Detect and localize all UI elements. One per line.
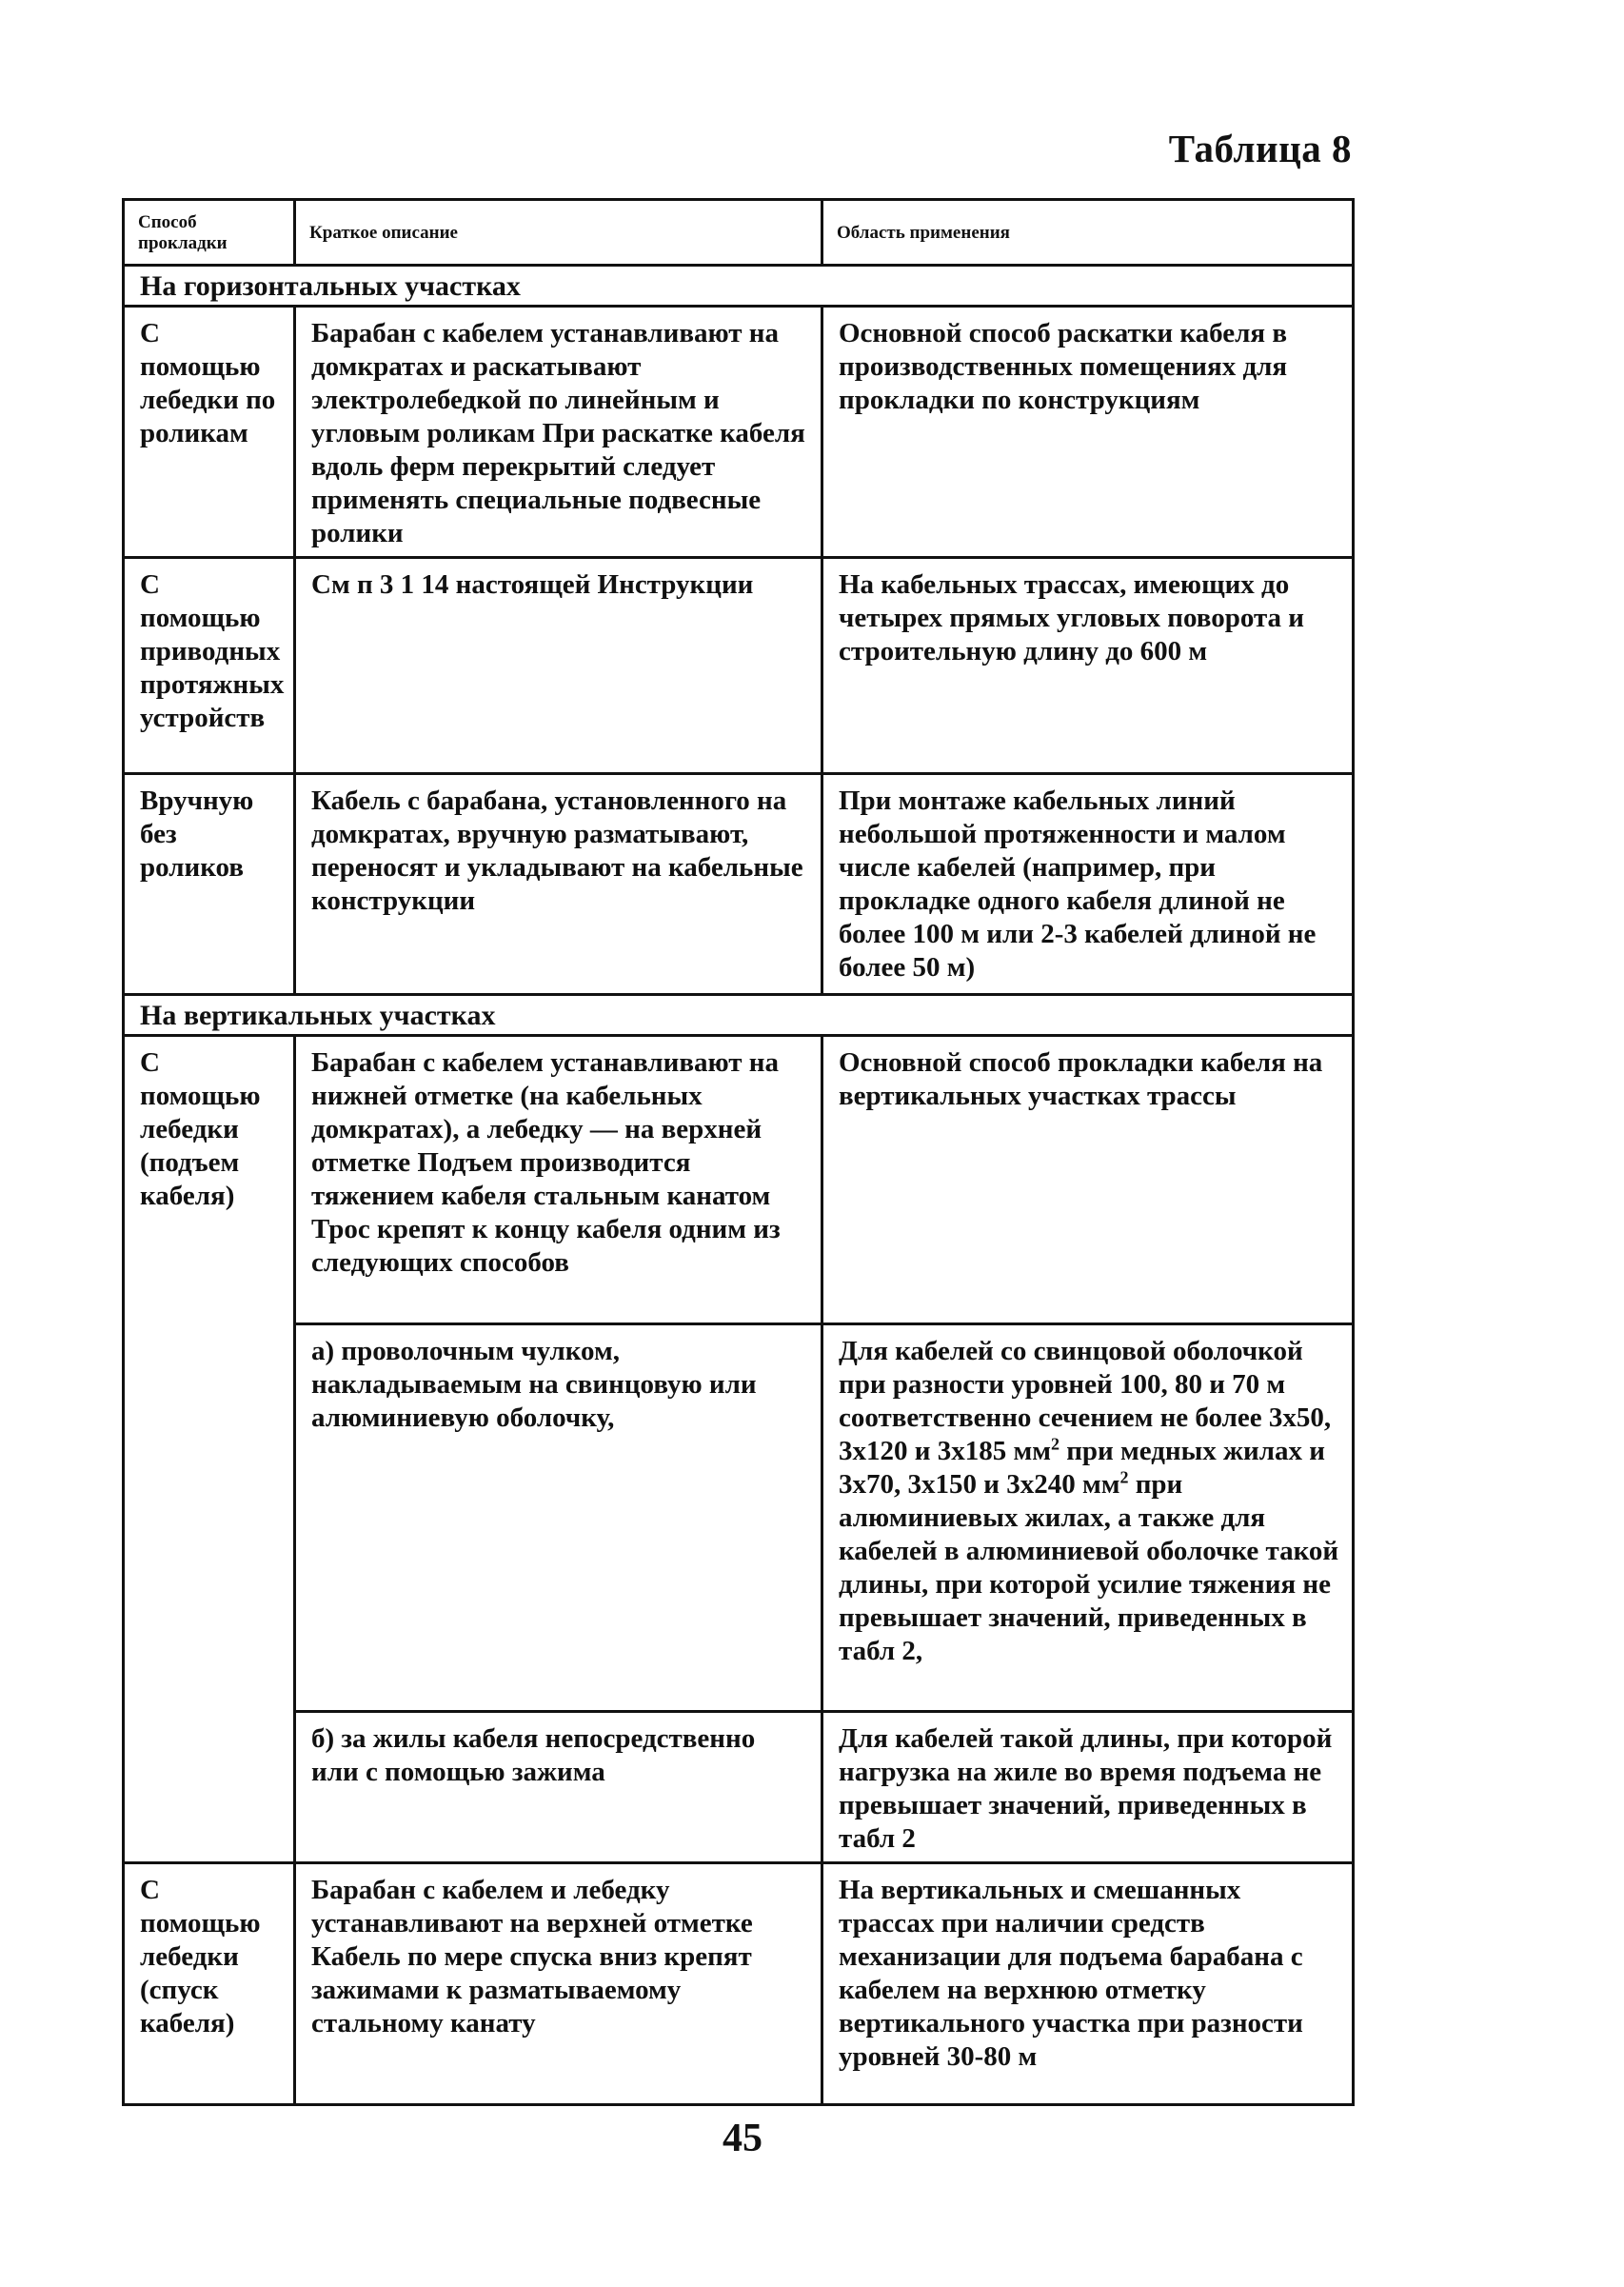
method-cell: С помощью лебедки (подъем кабеля) <box>124 1036 295 1863</box>
application-cell: При монтаже кабельных линий небольшой протяженности и малом числе кабелей (например, при прокладке одного кабеля длиной не более 100 м или 2-3 кабелей длиной не более 50 м) <box>822 774 1354 995</box>
application-cell: Основной способ прокладки кабеля на вертикальных участках трассы <box>822 1036 1354 1324</box>
description-cell: Барабан с кабелем устанавливают на нижней отметке (на кабельных домкратах), а лебедку — на верхней отметке Подъем производится тяжением кабеля стальным канатом Трос крепят к концу кабеля одним из следующих способов <box>295 1036 822 1324</box>
method-cell: С помощью приводных протяжных устройств <box>124 558 295 774</box>
description-cell: См п 3 1 14 настоящей Инструкции <box>295 558 822 774</box>
table-row <box>124 307 1354 558</box>
table-row <box>124 1712 1354 1863</box>
table-header-row <box>124 200 1354 266</box>
header-method: Способ прокладки <box>124 200 295 266</box>
description-cell: Барабан с кабелем и лебедку устанавливают на верхней отметке Кабель по мере спуска вниз крепят зажимами к разматываемому стальному канату <box>295 1863 822 2105</box>
application-cell: Основной способ раскатки кабеля в производственных помещениях для прокладки по конструкциям <box>822 307 1354 558</box>
description-cell: Кабель с барабана, установленного на домкратах, вручную разматывают, переносят и укладывают на кабельные конструкции <box>295 774 822 995</box>
superscript: 2 <box>1119 1467 1129 1487</box>
method-cell: С помощью лебедки по роликам <box>124 307 295 558</box>
application-cell: На кабельных трассах, имеющих до четырех прямых угловых поворота и строительную длину до 600 м <box>822 558 1354 774</box>
application-text: при медных жилах и 3x70, 3x150 и 3x240 мм <box>839 1436 1325 1500</box>
table-row <box>124 1863 1354 2105</box>
description-cell: а) проволочным чулком, накладываемым на свинцовую или алюминиевую оболочку, <box>295 1324 822 1712</box>
application-text: при алюминиевых жилах, а также для кабелей в алюминиевой оболочке такой длины, при которой усилие тяжения не превышает значений, приведенных в табл 2, <box>839 1469 1339 1666</box>
description-cell: Барабан с кабелем устанавливают на домкратах и раскатывают электролебедкой по линейным и угловым роликам При раскатке кабеля вдоль ферм перекрытий следует применять специальные подвесные ролики <box>295 307 822 558</box>
application-cell: На вертикальных и смешанных трассах при наличии средств механизации для подъема барабана с кабелем на верхнюю отметку вертикального участка при разности уровней 30-80 м <box>822 1863 1354 2105</box>
application-cell <box>822 1324 1354 1712</box>
section-title-vertical: На вертикальных участках <box>124 995 1354 1036</box>
application-text: Для кабелей со свинцовой оболочкой при разности уровней 100, 80 и 70 м соответственно сечением не более 3x50, 3x120 и 3x185 мм <box>839 1336 1332 1466</box>
table-row <box>124 1036 1354 1324</box>
table-caption: Таблица 8 <box>1168 127 1352 170</box>
method-cell: С помощью лебедки (спуск кабеля) <box>124 1863 295 2105</box>
cable-laying-table <box>122 198 1355 2106</box>
header-description: Краткое описание <box>295 200 822 266</box>
method-cell: Вручную без роликов <box>124 774 295 995</box>
description-cell: б) за жилы кабеля непосредственно или с помощью зажима <box>295 1712 822 1863</box>
table-row <box>124 774 1354 995</box>
table-row <box>124 1324 1354 1712</box>
section-row-horizontal <box>124 266 1354 307</box>
table-row <box>124 558 1354 774</box>
header-application: Область применения <box>822 200 1354 266</box>
superscript: 2 <box>1050 1434 1060 1454</box>
section-row-vertical <box>124 995 1354 1036</box>
section-title-horizontal: На горизонтальных участках <box>124 266 1354 307</box>
application-cell: Для кабелей такой длины, при которой нагрузка на жиле во время подъема не превышает значений, приведенных в табл 2 <box>822 1712 1354 1863</box>
page-number: 45 <box>723 2117 762 2160</box>
